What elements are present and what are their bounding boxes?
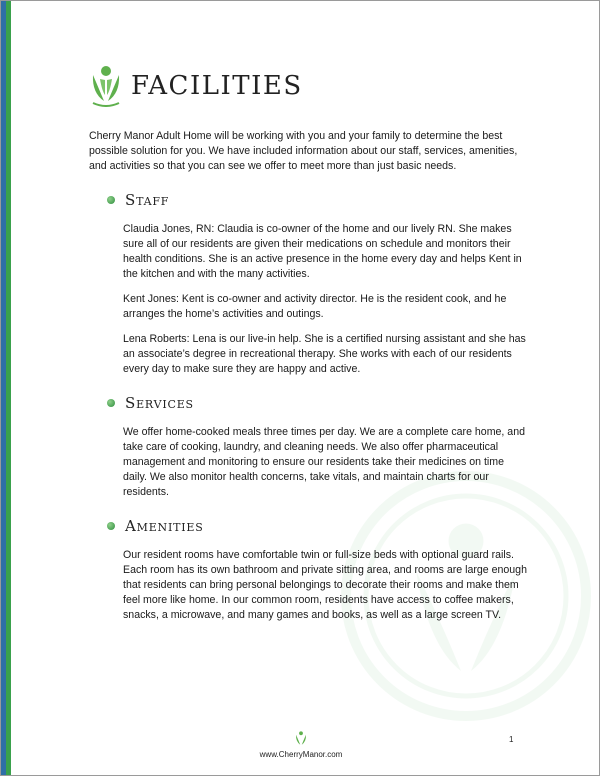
section-heading: [107, 188, 529, 212]
section-title: Staff: [125, 191, 170, 209]
section-heading: [107, 514, 529, 538]
amenities-paragraph: Our resident rooms have comfortable twin or full-size beds with optional guard rails. Each room has its own bathroom and private sitting area, and rooms are large enough that residents can bring personal belongings to decorate their rooms and make them feel more like home. In our common room, residents have access to coffee makers, snacks, a microwave, and many games and books, as well as a large screen TV.: [123, 549, 527, 621]
section-heading: [107, 391, 529, 415]
section-title: Services: [125, 394, 194, 412]
left-green-stripe: [6, 1, 11, 776]
footer-url: www.CherryManor.com: [259, 750, 343, 759]
page-title: FACILITIES: [131, 71, 303, 101]
staff-paragraph-claudia: Claudia Jones, RN: Claudia is co-owner of the home and our lively RN. She makes sure all of our residents are given their medications on schedule and monitors their health conditions. She is an active presence in the home every day and helps Kent in the kitchen and with the many activities.: [123, 223, 522, 280]
person-leaves-logo-icon: [89, 65, 123, 107]
footer-logo-icon: [294, 731, 308, 747]
staff-paragraph-lena: Lena Roberts: Lena is our live-in help. She is a certified nursing assistant and she has an associate’s degree in recreational therapy. She works with each of our residents every day to make sure they are happy and active.: [123, 333, 526, 375]
bullet-icon: [107, 522, 115, 530]
services-paragraph: We offer home-cooked meals three times per day. We are a complete care home, and take care of cooking, laundry, and cleaning needs. We also offer pharmaceutical management and monitoring to ensure our residents take their medicines on time daily. We also monitor health concerns, take vitals, and maintain charts for our residents.: [123, 426, 525, 498]
section-staff: [89, 188, 529, 377]
staff-paragraph-kent: Kent Jones: Kent is co-owner and activity director. He is the resident cook, and he arranges the home’s activities and outings.: [123, 293, 507, 320]
section-services: [89, 391, 529, 500]
bullet-icon: [107, 196, 115, 204]
page-number: 1: [509, 735, 514, 744]
page-header: [89, 65, 303, 107]
intro-paragraph: Cherry Manor Adult Home will be working with you and your family to determine the best possible solution for you. We have included information about our staff, services, amenities, and activities so that you can see we offer to meet more than just basic needs.: [89, 130, 518, 172]
page-content: [89, 129, 529, 623]
bullet-icon: [107, 399, 115, 407]
section-amenities: [89, 514, 529, 623]
section-title: Amenities: [125, 517, 204, 535]
